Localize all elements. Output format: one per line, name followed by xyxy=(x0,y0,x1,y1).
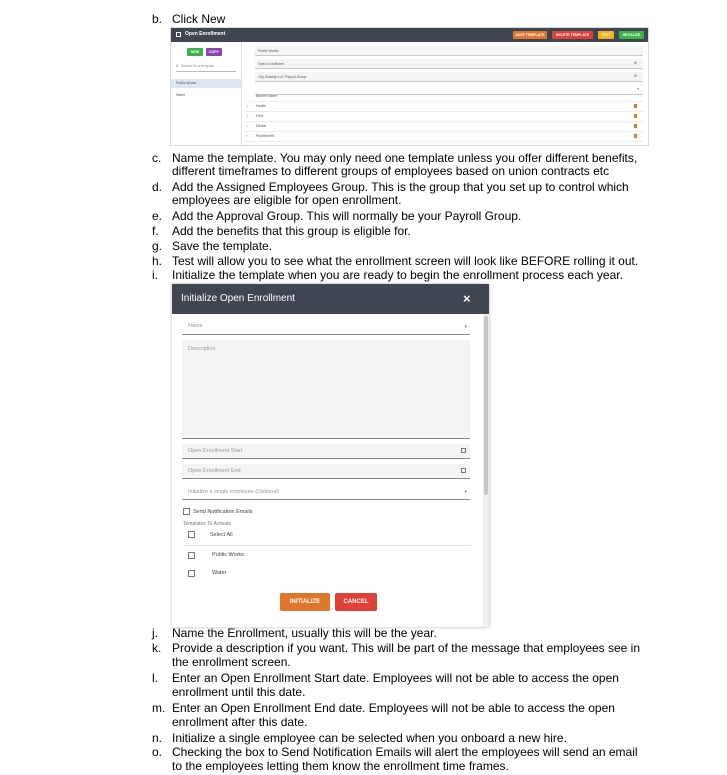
calendar-icon[interactable] xyxy=(461,448,466,453)
step-label: m. xyxy=(152,701,166,715)
step-label: h. xyxy=(152,254,163,268)
step-label: j. xyxy=(152,626,158,640)
step-label: o. xyxy=(152,745,163,759)
step-label: l. xyxy=(152,671,158,685)
send-emails-label: Send Notification Emails xyxy=(193,509,253,515)
end-date-field[interactable] xyxy=(182,464,470,479)
template-option-label: Water xyxy=(212,570,227,576)
chevron-down-icon: ▾ xyxy=(637,87,639,91)
template-name-value: Public Works xyxy=(258,49,279,53)
search-icon: ⚲ xyxy=(176,64,179,68)
step-text: employees are eligible for open enrollment. xyxy=(172,193,402,207)
gear-icon[interactable]: ⚙ xyxy=(633,74,637,78)
template-checkbox[interactable] xyxy=(188,570,195,577)
initialize-enrollment-dialog xyxy=(172,284,489,627)
step-text: Click New xyxy=(172,12,226,26)
test-button[interactable]: TEST xyxy=(598,31,614,39)
chevron-down-icon: ▾ xyxy=(464,489,467,495)
step-text: Checking the box to Send Notification Emails will alert the employees will send an email xyxy=(172,745,638,759)
step-text: to the employees letting them know the enrollment time frames. xyxy=(172,759,509,773)
step-label: g. xyxy=(152,239,163,253)
description-field[interactable] xyxy=(182,340,470,439)
approval-group-field[interactable] xyxy=(255,72,643,82)
delete-icon[interactable] xyxy=(634,124,637,128)
benefit-name: Health xyxy=(256,104,267,108)
step-label: e. xyxy=(152,209,163,223)
end-date-placeholder: Open Enrollment End xyxy=(188,468,241,474)
step-text: Add the Assigned Employees Group. This is the group that you set up to control which xyxy=(172,180,629,194)
dialog-header xyxy=(172,284,489,314)
step-text: Test will allow you to see what the enrollment screen will look like BEFORE rolling it out. xyxy=(172,254,639,268)
single-employee-select[interactable] xyxy=(182,485,470,500)
step-label: f. xyxy=(152,224,159,238)
template-sidebar xyxy=(171,42,242,145)
step-text: Add the benefits that this group is eligible for. xyxy=(172,224,411,238)
template-item-water[interactable]: Water xyxy=(176,93,186,97)
benefit-name: Dental xyxy=(256,124,267,128)
step-text: Save the template. xyxy=(172,239,273,253)
benefit-row xyxy=(245,131,643,142)
app-header-bar xyxy=(171,28,648,42)
step-text: Initialize a single employee can be selected when you onboard a new hire. xyxy=(172,731,567,745)
drag-handle-icon[interactable]: ↕ xyxy=(247,104,249,108)
step-text: enrollment after this date. xyxy=(172,715,308,729)
open-enrollment-screenshot xyxy=(170,27,649,146)
template-checkbox[interactable] xyxy=(188,552,195,559)
step-label: c. xyxy=(152,151,162,165)
app-title: Open Enrollment xyxy=(185,31,226,37)
gear-icon[interactable]: ⚙ xyxy=(633,61,637,65)
delete-template-button[interactable]: DELETE TEMPLATE xyxy=(552,31,593,39)
delete-icon[interactable] xyxy=(634,134,637,138)
single-employee-placeholder: Initialize a single employee (Optional) xyxy=(188,489,280,495)
benefit-name: PlanBenefit xyxy=(256,134,274,138)
new-button[interactable]: NEW xyxy=(187,48,203,56)
search-underline xyxy=(176,71,236,72)
start-date-placeholder: Open Enrollment Start xyxy=(188,448,243,454)
template-item-label: Public Works xyxy=(176,81,197,85)
step-label: i. xyxy=(152,268,158,282)
template-search-input[interactable]: Search for a template xyxy=(181,64,215,68)
initialize-button[interactable]: INITIALIZE xyxy=(619,31,644,39)
cancel-button[interactable]: CANCEL xyxy=(335,593,377,611)
divider xyxy=(184,545,470,546)
select-all-checkbox[interactable] xyxy=(188,531,195,538)
step-text: different timeframes to different groups of employees based on union contracts etc xyxy=(172,164,610,178)
scrollbar-thumb[interactable] xyxy=(484,316,488,495)
name-select[interactable] xyxy=(182,319,470,335)
dialog-title: Initialize Open Enrollment xyxy=(181,293,295,304)
save-template-button[interactable]: SAVE TEMPLATE xyxy=(513,31,547,39)
step-text: the enrollment screen. xyxy=(172,655,291,669)
drag-handle-icon[interactable]: ↕ xyxy=(247,134,249,138)
step-text: Enter an Open Enrollment End date. Employees will not be able to access the open xyxy=(172,701,615,715)
name-placeholder: Name xyxy=(188,323,203,329)
start-date-field[interactable] xyxy=(182,444,470,459)
step-text: Initialize the template when you are ready to begin the enrollment process each year. xyxy=(172,268,623,282)
step-text: Add the Approval Group. This will normally be your Payroll Group. xyxy=(172,209,522,223)
step-label: n. xyxy=(152,731,163,745)
benefit-header: Benefit Name xyxy=(256,94,278,98)
app-icon xyxy=(176,32,181,37)
select-all-label: Select All xyxy=(210,532,233,538)
approval-group-value: City Solarity LLC Payroll Group xyxy=(258,75,307,79)
template-name-field[interactable] xyxy=(255,46,643,56)
delete-icon[interactable] xyxy=(634,104,637,108)
assigned-group-field[interactable] xyxy=(255,59,643,69)
initialize-button[interactable]: INITIALIZE xyxy=(280,593,330,611)
send-emails-checkbox[interactable] xyxy=(183,508,190,515)
assigned-group-value: Open Enrollment xyxy=(258,62,285,66)
benefit-name: HSA xyxy=(256,114,264,118)
step-label: d. xyxy=(152,180,163,194)
template-item-selected[interactable] xyxy=(171,79,241,88)
description-placeholder: Description xyxy=(188,346,216,352)
calendar-icon[interactable] xyxy=(461,468,466,473)
step-text: Name the Enrollment, usually this will be the year. xyxy=(172,626,437,640)
copy-button[interactable]: COPY xyxy=(206,48,222,56)
delete-icon[interactable] xyxy=(634,114,637,118)
close-icon[interactable]: × xyxy=(463,291,471,306)
step-text: Enter an Open Enrollment Start date. Employees will not be able to access the open xyxy=(172,671,619,685)
chevron-down-icon: ▾ xyxy=(464,324,467,330)
drag-handle-icon[interactable]: ↕ xyxy=(247,114,249,118)
step-label: k. xyxy=(152,641,162,655)
step-label: b. xyxy=(152,12,163,26)
template-option-label: Public Works xyxy=(212,552,244,558)
step-text: Provide a description if you want. This will be part of the message that employees see in xyxy=(172,641,641,655)
drag-handle-icon[interactable]: ↕ xyxy=(247,124,249,128)
step-text: enrollment until this date. xyxy=(172,685,306,699)
templates-heading: Templates To Activate xyxy=(183,521,232,527)
step-text: Name the template. You may only need one template unless you offer different benefits, xyxy=(172,151,638,165)
